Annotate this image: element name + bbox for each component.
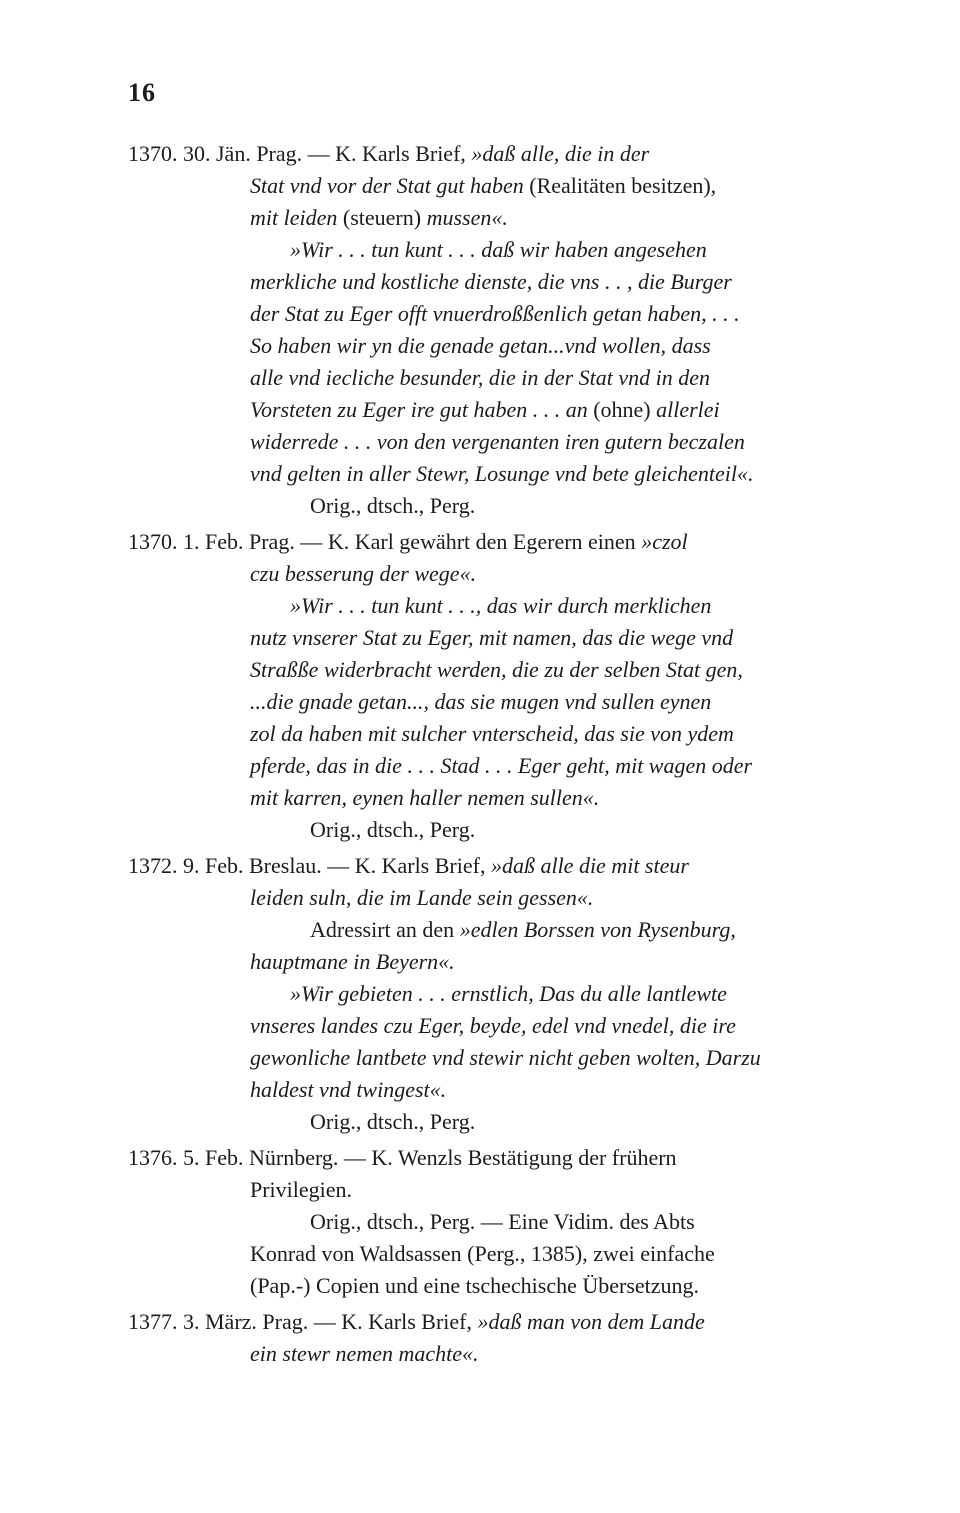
entry-heading: 1377. 3. März. Prag. — K. Karls Brief, »daß man von dem Lande bbox=[128, 1309, 705, 1334]
entry-line: Konrad von Waldsassen (Perg., 1385), zwei einfache bbox=[250, 1241, 715, 1266]
entry-line: (Pap.-) Copien und eine tschechische Übersetzung. bbox=[250, 1273, 700, 1298]
page-number: 16 bbox=[128, 78, 156, 107]
entry-line: leiden suln, die im Lande sein gessen«. bbox=[250, 885, 594, 910]
entry-line: nutz vnserer Stat zu Eger, mit namen, das die wege vnd bbox=[250, 625, 734, 650]
entry-line: Straßße widerbracht werden, die zu der selben Stat gen, bbox=[250, 657, 743, 682]
entry-line: hauptmane in Beyern«. bbox=[250, 949, 455, 974]
entry-line: »Wir gebieten . . . ernstlich, Das du alle lantlewte bbox=[290, 981, 727, 1006]
entry-line: »Wir . . . tun kunt . . ., das wir durch merklichen bbox=[290, 593, 712, 618]
entry-source: Orig., dtsch., Perg. bbox=[310, 817, 476, 842]
entry-line: Privilegien. bbox=[250, 1177, 353, 1202]
entry-line: mit leiden (steuern) mussen«. bbox=[250, 205, 508, 230]
entry-line: ein stewr nemen machte«. bbox=[250, 1341, 479, 1366]
entry-line: merkliche und kostliche dienste, die vns . . , die Burger bbox=[250, 269, 732, 294]
entry-line: ...die gnade getan..., das sie mugen vnd sullen eynen bbox=[250, 689, 712, 714]
entry-line: haldest vnd twingest«. bbox=[250, 1077, 447, 1102]
entry-line: gewonliche lantbete vnd stewir nicht geben wolten, Darzu bbox=[250, 1045, 761, 1070]
entry-line: pferde, das in die . . . Stad . . . Eger geht, mit wagen oder bbox=[250, 753, 753, 778]
entry-line: der Stat zu Eger offt vnuerdroßßenlich getan haben, . . . bbox=[250, 301, 740, 326]
entry-line: czu besserung der wege«. bbox=[250, 561, 477, 586]
entry-line: So haben wir yn die genade getan...vnd wollen, dass bbox=[250, 333, 711, 358]
entry-line: Vorsteten zu Eger ire gut haben . . . an (ohne) allerlei bbox=[250, 397, 720, 422]
entry-line: zol da haben mit sulcher vnterscheid, das sie von ydem bbox=[250, 721, 734, 746]
entry-heading: 1372. 9. Feb. Breslau. — K. Karls Brief, »daß alle die mit steur bbox=[128, 853, 689, 878]
entry-source: Orig., dtsch., Perg. bbox=[310, 493, 476, 518]
entry-heading: 1370. 1. Feb. Prag. — K. Karl gewährt den Egerern einen »czol bbox=[128, 529, 688, 554]
entry-line: Stat vnd vor der Stat gut haben (Realitäten besitzen), bbox=[250, 173, 717, 198]
entry-line: Adressirt an den »edlen Borssen von Rysenburg, bbox=[310, 917, 736, 942]
entry-line: Orig., dtsch., Perg. — Eine Vidim. des Abts bbox=[310, 1209, 695, 1234]
entry-line: mit karren, eynen haller nemen sullen«. bbox=[250, 785, 600, 810]
entry-line: widerrede . . . von den vergenanten iren gutern beczalen bbox=[250, 429, 745, 454]
entry-line: vnseres landes czu Eger, beyde, edel vnd vnedel, die ire bbox=[250, 1013, 736, 1038]
entry-line: alle vnd iecliche besunder, die in der Stat vnd in den bbox=[250, 365, 711, 390]
entry-heading: 1370. 30. Jän. Prag. — K. Karls Brief, »daß alle, die in der bbox=[128, 141, 650, 166]
entry-heading: 1376. 5. Feb. Nürnberg. — K. Wenzls Bestätigung der frühern bbox=[128, 1145, 677, 1170]
entry-source: Orig., dtsch., Perg. bbox=[310, 1109, 476, 1134]
entry-line: »Wir . . . tun kunt . . . daß wir haben angesehen bbox=[290, 237, 707, 262]
entry-line: vnd gelten in aller Stewr, Losunge vnd bete gleichenteil«. bbox=[250, 461, 754, 486]
